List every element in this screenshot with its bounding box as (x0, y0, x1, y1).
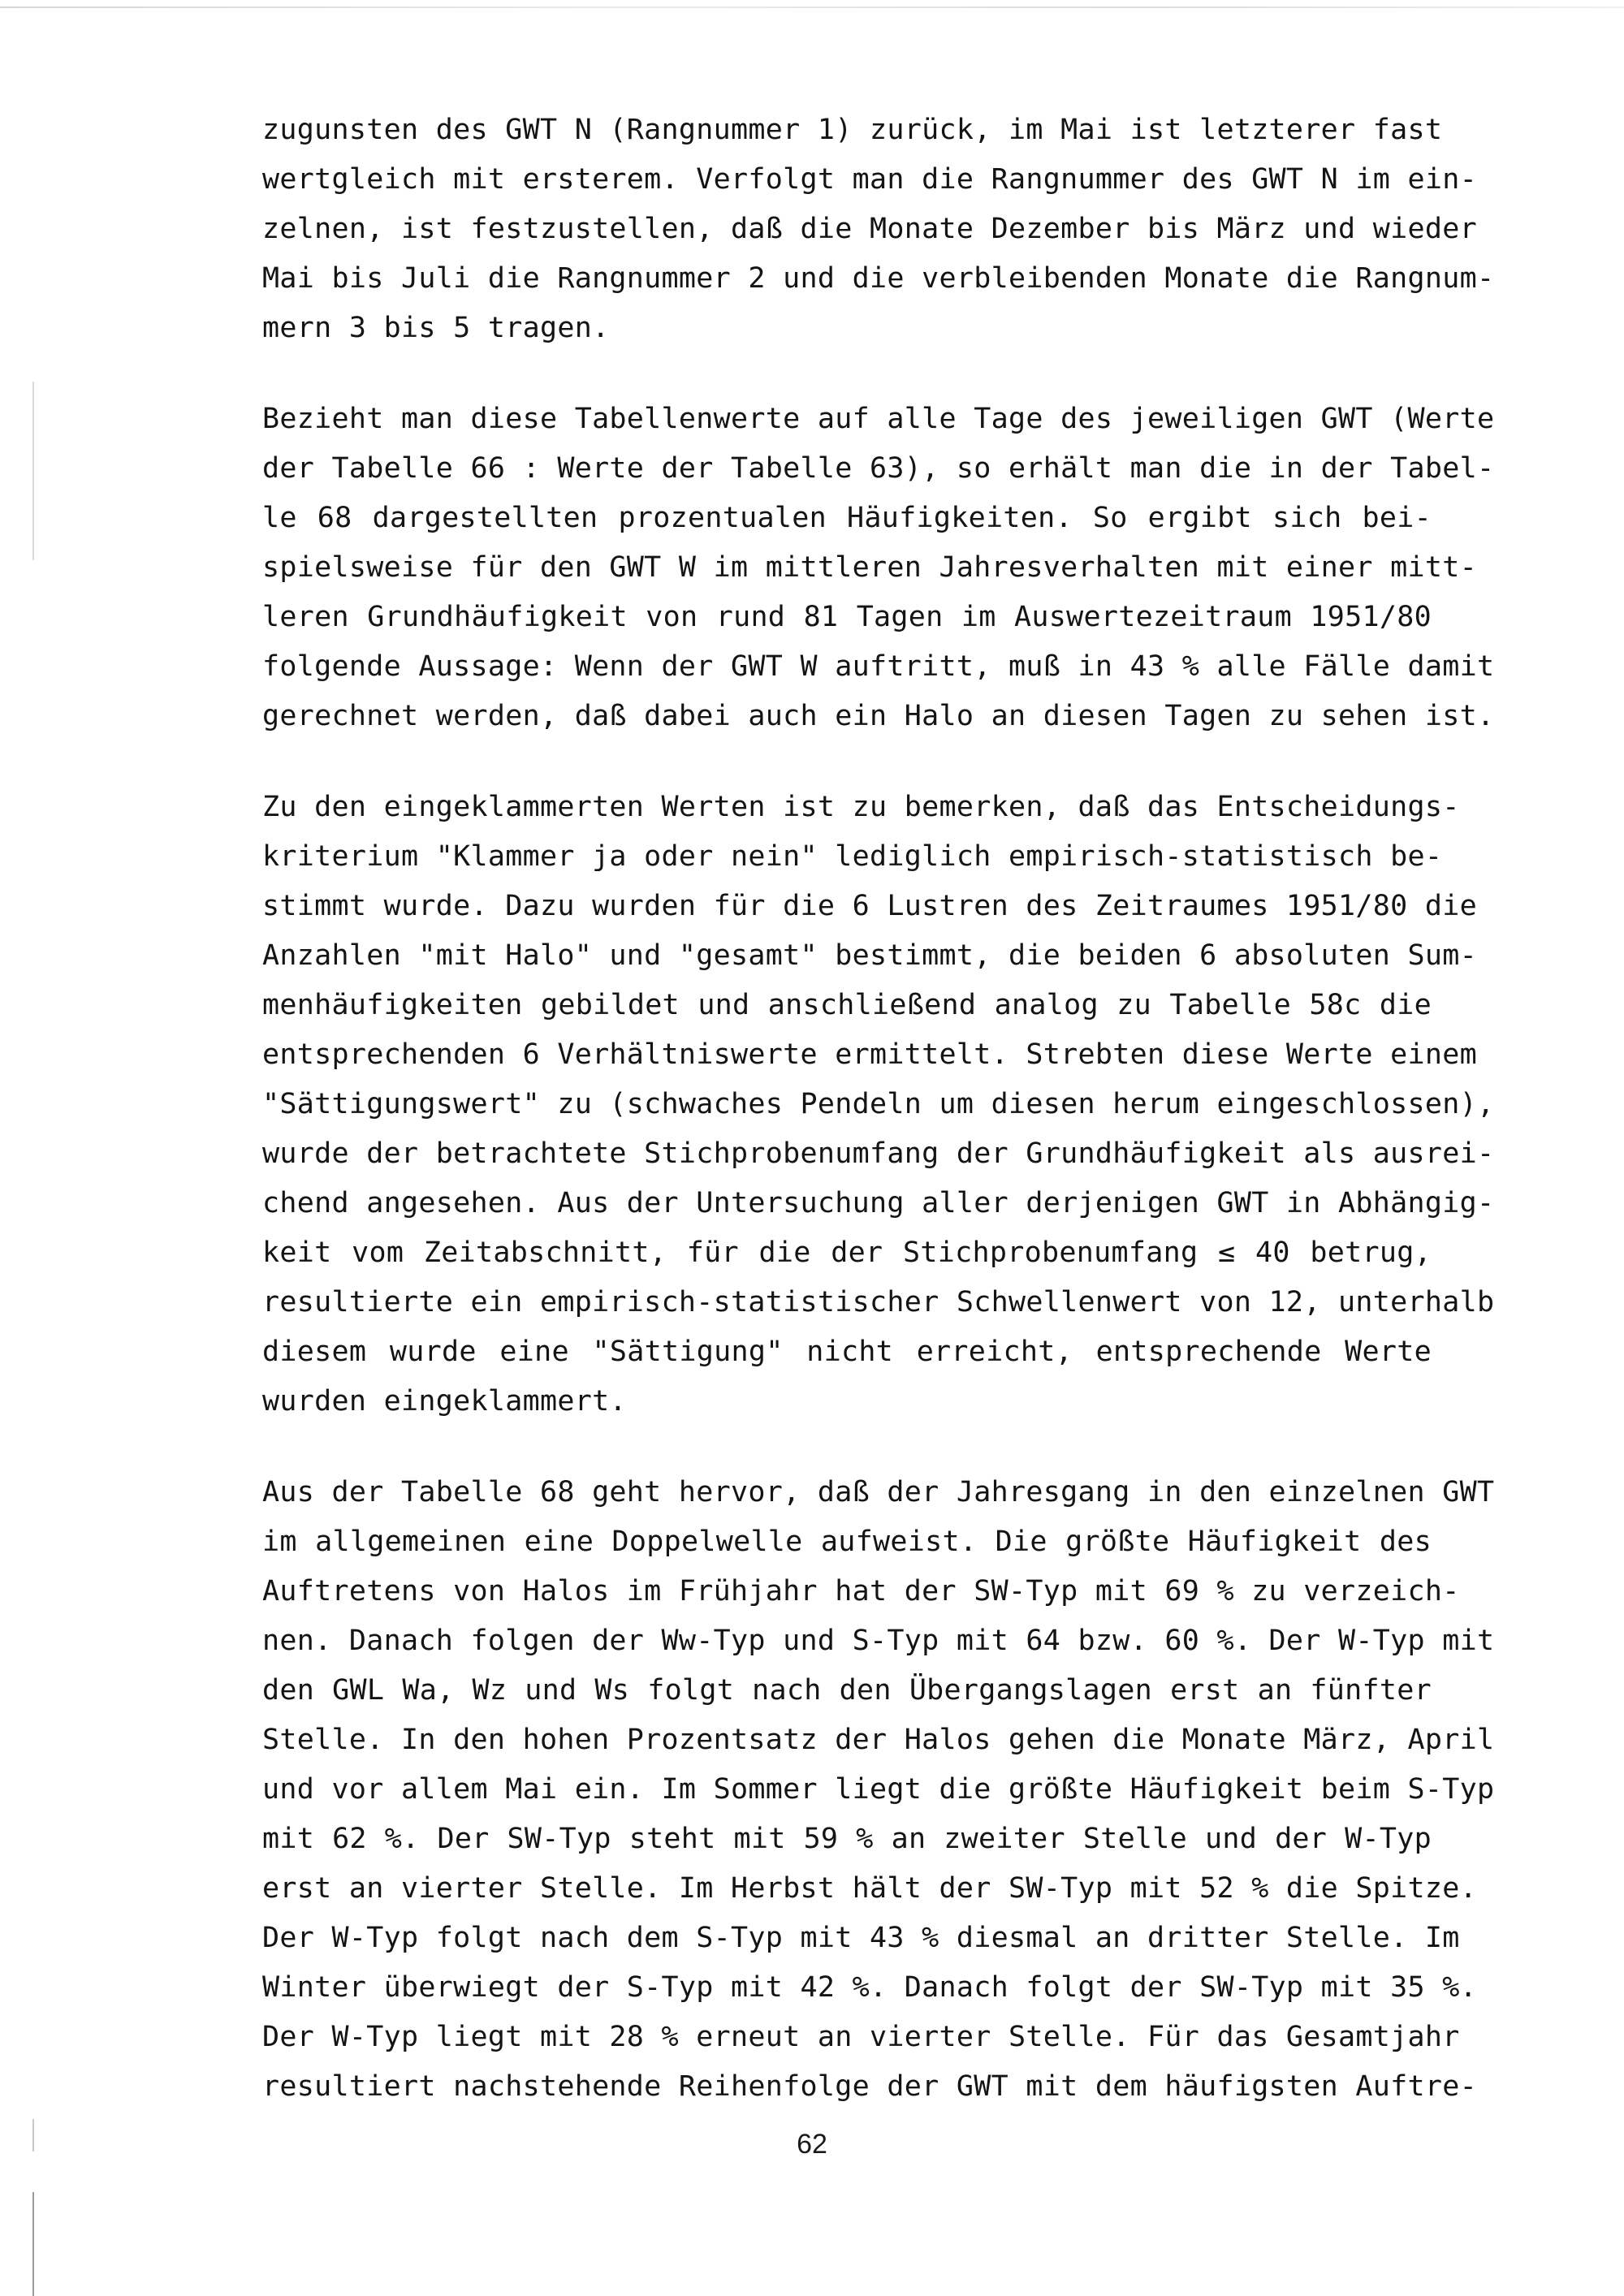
scan-artifact-mark (32, 382, 34, 560)
paragraph-3 (262, 783, 1495, 1426)
text-line: keit vom Zeitabschnitt, für die der Stichprobenumfang ≤ 40 betrug, (262, 1236, 1432, 1269)
scan-edge-line (0, 6, 1624, 8)
text-line: Anzahlen "mit Halo" und "gesamt" bestimmt, die beiden 6 absoluten Sum- (262, 939, 1478, 972)
text-line: resultierte ein empirisch-statistischer Schwellenwert von 12, unterhalb (262, 1286, 1495, 1318)
text-line: gerechnet werden, daß dabei auch ein Halo an diesen Tagen zu sehen ist. (262, 700, 1495, 732)
text-line: Winter überwiegt der S-Typ mit 42 %. Danach folgt der SW-Typ mit 35 %. (262, 1971, 1478, 2004)
text-line: resultiert nachstehende Reihenfolge der GWT mit dem häufigsten Auftre- (262, 2070, 1478, 2103)
text-line: wurde der betrachtete Stichprobenumfang der Grundhäufigkeit als ausrei- (262, 1137, 1495, 1170)
text-line: "Sättigungswert" zu (schwaches Pendeln um diesen herum eingeschlossen), (262, 1088, 1495, 1120)
paragraph-1 (262, 106, 1495, 353)
text-line: le 68 dargestellten prozentualen Häufigkeiten. So ergibt sich bei- (262, 502, 1432, 534)
text-line: nen. Danach folgen der Ww-Typ und S-Typ mit 64 bzw. 60 %. Der W-Typ mit (262, 1625, 1495, 1657)
text-line: den GWL Wa, Wz und Ws folgt nach den Übergangslagen erst an fünfter (262, 1674, 1432, 1707)
text-line: im allgemeinen eine Doppelwelle aufweist. Die größte Häufigkeit des (262, 1526, 1432, 1558)
text-line: leren Grundhäufigkeit von rund 81 Tagen im Auswertezeitraum 1951/80 (262, 601, 1432, 633)
text-line: spielsweise für den GWT W im mittleren Jahresverhalten mit einer mitt- (262, 551, 1478, 584)
page-body (262, 106, 1495, 2153)
text-line: mern 3 bis 5 tragen. (262, 312, 610, 344)
text-line: der Tabelle 66 : Werte der Tabelle 63), so erhält man die in der Tabel- (262, 452, 1495, 485)
text-line: diesem wurde eine "Sättigung" nicht erreicht, entsprechende Werte (262, 1336, 1432, 1368)
text-line: Stelle. In den hohen Prozentsatz der Halos gehen die Monate März, April (262, 1724, 1495, 1756)
text-line: zugunsten des GWT N (Rangnummer 1) zurück, im Mai ist letzterer fast (262, 114, 1443, 146)
text-line: zelnen, ist festzustellen, daß die Monate Dezember bis März und wieder (262, 213, 1478, 245)
text-line: folgende Aussage: Wenn der GWT W auftritt, muß in 43 % alle Fälle damit (262, 650, 1495, 683)
text-line: Aus der Tabelle 68 geht hervor, daß der Jahresgang in den einzelnen GWT (262, 1476, 1495, 1508)
text-line: Auftretens von Halos im Frühjahr hat der SW-Typ mit 69 % zu verzeich- (262, 1575, 1460, 1608)
text-line: Der W-Typ liegt mit 28 % erneut an vierter Stelle. Für das Gesamtjahr (262, 2021, 1460, 2053)
text-line: stimmt wurde. Dazu wurden für die 6 Lustren des Zeitraumes 1951/80 die (262, 890, 1478, 922)
text-line: chend angesehen. Aus der Untersuchung aller derjenigen GWT in Abhängig- (262, 1187, 1495, 1219)
text-line: erst an vierter Stelle. Im Herbst hält der SW-Typ mit 52 % die Spitze. (262, 1872, 1478, 1905)
text-line: Bezieht man diese Tabellenwerte auf alle Tage des jeweiligen GWT (Werte (262, 403, 1495, 435)
text-line: Zu den eingeklammerten Werten ist zu bemerken, daß das Entscheidungs- (262, 791, 1460, 823)
text-line: menhäufigkeiten gebildet und anschließend analog zu Tabelle 58c die (262, 989, 1432, 1021)
paragraph-2 (262, 395, 1495, 741)
paragraph-4 (262, 1468, 1495, 2112)
text-line: und vor allem Mai ein. Im Sommer liegt die größte Häufigkeit beim S-Typ (262, 1773, 1495, 1806)
text-line: Mai bis Juli die Rangnummer 2 und die verbleibenden Monate die Rangnum- (262, 262, 1495, 295)
page-number: 62 (797, 2129, 827, 2160)
text-line: kriterium "Klammer ja oder nein" lediglich empirisch-statistisch be- (262, 840, 1443, 873)
text-line: entsprechenden 6 Verhältniswerte ermittelt. Strebten diese Werte einem (262, 1038, 1478, 1071)
text-line: wertgleich mit ersterem. Verfolgt man die Rangnummer des GWT N im ein- (262, 163, 1478, 196)
text-line: Der W-Typ folgt nach dem S-Typ mit 43 % diesmal an dritter Stelle. Im (262, 1922, 1460, 1954)
scan-artifact-mark (32, 2192, 34, 2296)
text-line: mit 62 %. Der SW-Typ steht mit 59 % an zweiter Stelle und der W-Typ (262, 1823, 1432, 1855)
text-line: wurden eingeklammert. (262, 1385, 627, 1418)
